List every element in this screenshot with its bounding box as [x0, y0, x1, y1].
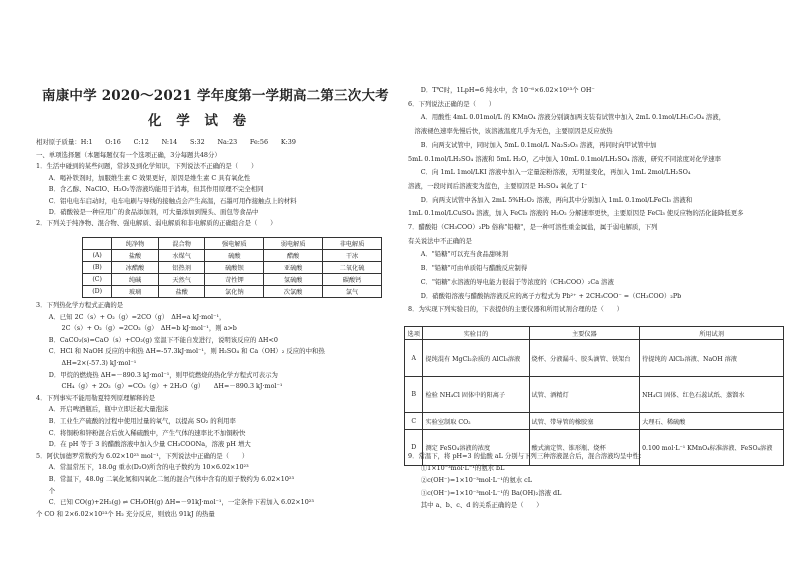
text-line: 其中 a、b、c、d 的关系正确的是（ ） [408, 500, 543, 509]
table-cell: 苛性钾 [205, 274, 264, 286]
table-cell: 纯碱 [112, 274, 159, 286]
table-cell: 实验室制取 CO₂ [423, 413, 529, 430]
table-row [83, 286, 382, 298]
table-cell: 亚硫酸 [264, 262, 323, 274]
text-line: 9．常温下，将 pH=3 的盐酸 aL 分别与下列三种溶液混合后，混合溶液均呈中性： [408, 452, 646, 460]
table-row [405, 377, 784, 413]
text-line: C．已知 CO(g)+2H₂(g) ⇌ CH₃OH(g) ΔH=－91kJ·mol⁻¹，一定条件下若加入 6.02×10²³ [36, 498, 314, 507]
text-line: 溶液褪色速率先慢后快，该溶液温度几乎为无色，主要原因是反应放热 [408, 127, 613, 136]
table-cell: 水煤气 [158, 250, 205, 262]
text-line: 7．醋酸铅（CH₃COO）₂Pb 俗称"铅糖"，是一种可溶性重金属盐，属于弱电解质，下列 [408, 223, 658, 231]
table-cell: 试管、酒精灯 [529, 377, 640, 413]
table-cell: 测定 FeSO₄溶液的浓度 [423, 430, 529, 466]
table-cell: 氢硫酸 [264, 274, 323, 286]
text-line: D．T℃时，1LpH=6 纯水中，含 10⁻⁶×6.02×10²³个 OH⁻ [408, 86, 595, 94]
text-line: 3．下列热化学方程式正确的是 [36, 301, 124, 309]
table-cell: 氯气 [323, 286, 382, 298]
text-line: A．"铅糖"可以充当食品甜味剂 [408, 250, 508, 259]
text-line: A．喝补铁剂时，加服维生素 C 效果更好，原因是维生素 C 具有氧化性 [36, 173, 251, 182]
text-line: B．工业生产硫酸的过程中使用过量的氧气，以提高 SO₂ 的利用率 [36, 417, 236, 425]
table-cell: (B) [83, 262, 112, 274]
table-cell: 酸式滴定管、锥形瓶、烧杯 [529, 430, 640, 466]
text-line: CH₄（g）+ 2O₂（g）=CO₂（g）+ 2H₂O（g） ΔH=－890.3 kJ·mol⁻¹ [36, 382, 283, 391]
table-header-cell: 弱电解质 [264, 238, 323, 250]
table-cell: 检验 NH₄Cl 固体中的阳离子 [423, 377, 529, 413]
text-line: 2．下列关于纯净物、混合物、强电解质、弱电解质和非电解质的正确组合是（ ） [36, 219, 277, 228]
exam-subtitle: 化 学 试 卷 [148, 113, 252, 129]
text-line: 5mL 0.1mol/LH₂SO₄ 溶液和 5mL H₂O，乙中加入 10mL 0.1mol/LH₂SO₄ 溶液，研究不同浓度对化学速率 [408, 154, 722, 163]
text-line: 个 CO 和 2×6.02×10²³个 H₂ 充分反应，则放出 91kJ 的热量 [36, 509, 215, 518]
text-line: ΔH=2×(-57.3) kJ·mol⁻¹ [36, 359, 137, 367]
table-cell: 试管、带导管的橡胶塞 [529, 413, 640, 430]
table-cell: 盐酸 [158, 286, 205, 298]
table-cell: 提纯混有 MgCl₂杂质的 AlCl₃溶液 [423, 340, 529, 377]
text-line: D．在 pH 等于 3 的醋酸溶液中加入少量 CH₃COONa，溶液 pH 增大 [36, 440, 251, 449]
table-cell: C [405, 413, 423, 430]
table-cell: 0.100 mol·L⁻¹ KMnO₄标准溶液、FeSO₄溶液 [640, 430, 784, 466]
table-header-cell [83, 238, 112, 250]
text-line: B．"铅糖"可由单质铅与醋酸反应制得 [408, 264, 528, 273]
table-cell: 待提纯的 AlCl₃溶液、NaOH 溶液 [640, 340, 784, 377]
question-2-table [82, 237, 382, 298]
table-cell: 盐酸 [112, 250, 159, 262]
text-line: 2C（s）+ O₂（g）=2CO₂（g） ΔH=b kJ·mol⁻¹，则 a>b [36, 324, 237, 333]
text-line: B．含乙醇、NaClO、H₂O₂等溶液均能用于消毒，但其作用原理不完全相同 [36, 185, 264, 194]
text-line: 6．下列说法正确的是（ ） [408, 99, 496, 108]
text-line: C．向 1mL 1mol/LKI 溶液中加入一定量淀粉溶液，无明显变化，再加入 1mL 2mol/LH₂SO₄ [408, 168, 691, 177]
text-line: 1mL 0.1mol/LCuSO₄ 溶液，加入 FeCl₃ 溶液的 H₂O₂ 分解速率更快，主要原因是 FeCl₃ 使反应物的活化能降低更多 [408, 209, 744, 218]
table-cell: 硫酸 [205, 250, 264, 262]
text-line: D．向两支试管中各加入 2mL 5%H₂O₂ 溶液，再向其中分别加入 1mL 0.1mol/LFeCl₃ 溶液和 [408, 195, 693, 204]
table-header-cell: 选项 [405, 327, 423, 340]
table-cell: 大理石、稀硫酸 [640, 413, 784, 430]
text-line: ②c(OH⁻)=1×10⁻³mol·L⁻¹的氨水 cL [408, 476, 532, 485]
text-line: C．HCl 和 NaOH 反应的中和热 ΔH=-57.3kJ·mol⁻¹，则 H₂SO₄ 和 Ca（OH）₂ 反应的中和热 [36, 347, 325, 356]
table-cell: 铝热剂 [158, 262, 205, 274]
table-cell: (D) [83, 286, 112, 298]
table-cell: 氯化钠 [205, 286, 264, 298]
text-line: C．铝电电车启动时，电车电刷与导线的接触点会产生高温，石墨可用作接触点上的材料 [36, 196, 297, 205]
text-line: 1．生活中碰到的某些问题，常涉及到化学知识，下列说法不正确的是（ ） [36, 162, 258, 171]
table-cell: NH₄Cl 固体、红色石蕊试纸、蒸馏水 [640, 377, 784, 413]
table-header-row [83, 238, 382, 250]
table-row [83, 250, 382, 262]
table-row [405, 413, 784, 430]
table-header-cell: 强电解质 [205, 238, 264, 250]
text-line: C．"铅糖"水溶液的导电能力很弱于等浓度的（CH₃COO）₂Ca 溶液 [408, 277, 614, 286]
exam-title: 南康中学 2020～2021 学年度第一学期高二第三次大考 [42, 88, 389, 104]
table-cell: B [405, 377, 423, 413]
table-header-cell: 主要仪器 [529, 327, 640, 340]
table-row [83, 262, 382, 274]
text-line: 个 [36, 486, 56, 495]
text-line: 5．阿伏加德罗常数约为 6.02×10²³ mol⁻¹，下列说法中正确的是（ ） [36, 451, 249, 460]
question-8-table [404, 326, 784, 466]
text-line: ①1×10⁻³mol·L⁻¹的氨水 bL [408, 464, 505, 473]
table-cell: 硫酸钡 [205, 262, 264, 274]
text-line: B．常温下，48.0g 二氧化氮和四氧化二氮的混合气体中含有的原子数约为 6.02×10²³ [36, 475, 295, 483]
right-column [400, 0, 785, 562]
text-line: 一、单项选择题（本题每题仅有一个选项正确，3分每题共48分） [36, 151, 221, 159]
table-cell: 冰醋酸 [112, 262, 159, 274]
table-cell: 碳酸钙 [323, 274, 382, 286]
table-header-cell: 所用试剂 [640, 327, 784, 340]
text-line: A．已知 2C（s）+ O₂（g）=2CO（g） ΔH=a kJ·mol⁻¹， [36, 312, 226, 321]
table-cell: D [405, 430, 423, 466]
table-cell: 次氯酸 [264, 286, 323, 298]
table-header-cell: 纯净物 [112, 238, 159, 250]
table-row [83, 274, 382, 286]
text-line: 溶液，一段时间后溶液变为蓝色，主要原因是 H₂SO₄ 氧化了 I⁻ [408, 181, 588, 190]
table-cell: A [405, 340, 423, 377]
table-cell: 二氧化硫 [323, 262, 382, 274]
table-row [405, 340, 784, 377]
text-line: 8．为实现下列实验目的，下表提供的主要仪器和所用试剂合理的是（ ） [408, 305, 623, 314]
table-cell: 天然气 [158, 274, 205, 286]
text-line: A．用酸性 4mL 0.01mol/L 的 KMnO₄ 溶液分别滴加两支装有试管中加入 2mL 0.1mol/LH₂C₂O₄ 溶液， [408, 113, 726, 122]
table-header-cell: 非电解质 [323, 238, 382, 250]
table-cell: 玻璃 [112, 286, 159, 298]
text-line: 有关说法中不正确的是 [408, 236, 472, 245]
text-line: A．常温常压下，18.0g 重水(D₂O)所含的电子数约为 10×6.02×10²³ [36, 463, 249, 472]
table-header-cell: 实验目的 [423, 327, 529, 340]
text-line: ③c(OH⁻)=1×10⁻³mol·L⁻¹的 Ba(OH)₂溶液 dL [408, 488, 562, 497]
table-cell: (C) [83, 274, 112, 286]
table-cell: 醋酸 [264, 250, 323, 262]
text-line: D．硝酸铅溶液与醋酸钠溶液反应的离子方程式为 Pb²⁺ + 2CH₃COO⁻ =（CH₃COO）₂Pb [408, 291, 682, 300]
left-column [0, 0, 389, 562]
text-line: D．甲烷的燃烧热 ΔH=－890.3 kJ·mol⁻¹，则甲烷燃烧的热化学方程式可表示为 [36, 370, 278, 379]
text-line: B．向两支试管中，同时加入 5mL 0.1mol/L Na₂S₂O₃ 溶液，再同时向甲试管中加 [408, 140, 657, 149]
table-cell: 烧杯、分液漏斗、胶头滴管、铁架台 [529, 340, 640, 377]
table-cell: (A) [83, 250, 112, 262]
atomic-masses: 相对原子质量：H:1 O:16 C:12 N:14 S:32 Na:23 Fe:56 K:39 [36, 138, 296, 146]
text-line: 4．下列事实不能用勒夏特列原理解释的是 [36, 393, 156, 402]
table-cell: 干冰 [323, 250, 382, 262]
text-line: A．开启啤酒瓶后，瓶中立即泛起大量泡沫 [36, 405, 169, 414]
table-header-row [405, 327, 784, 340]
text-line: C．将铜粉和锌粉混合后放入稀硫酸中，产生气体的速率比不加铜粉快 [36, 428, 246, 437]
table-header-cell: 混合物 [158, 238, 205, 250]
text-line: D．硝酸铵是一种应用广的食品添加剂，可大量添加到馒头、面包等食品中 [36, 208, 259, 216]
text-line: B．CaCO₃(s)=CaO（s）+CO₂(g) 室温下不能自发进行，说明该反应的 ΔH<0 [36, 335, 278, 344]
